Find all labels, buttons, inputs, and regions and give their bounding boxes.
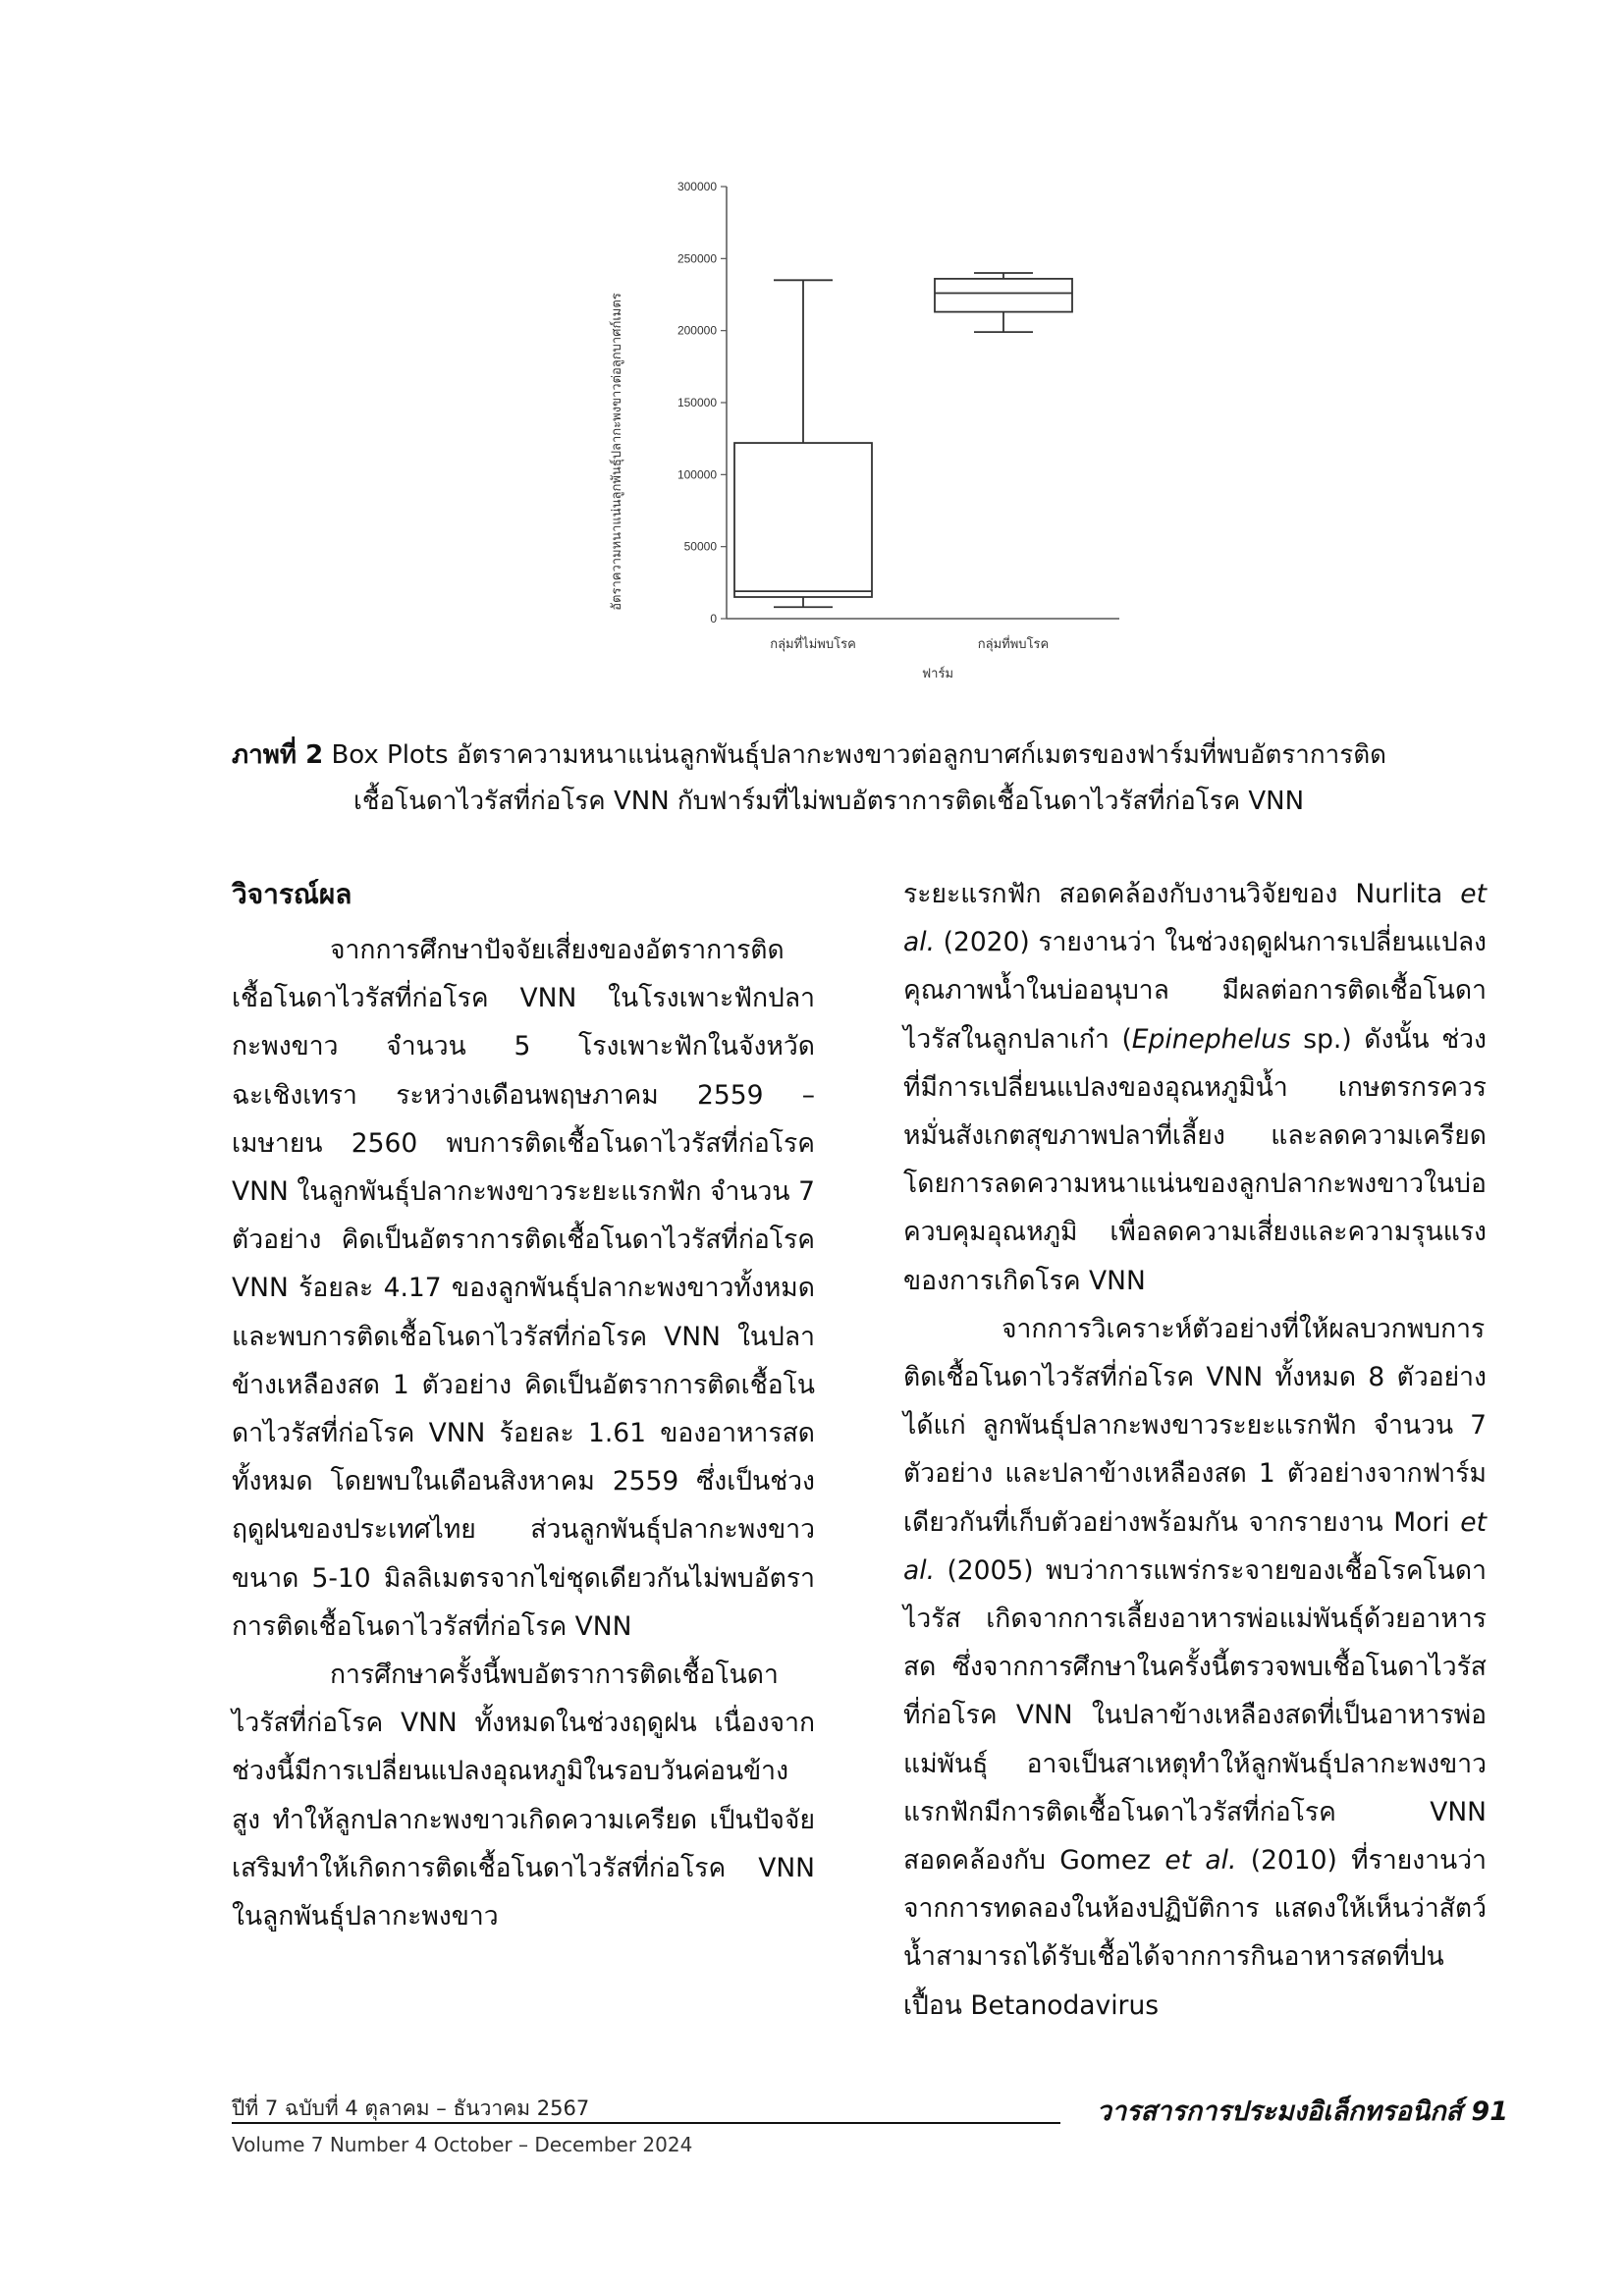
y-tick-label: 300000 xyxy=(677,180,717,193)
y-tick-label: 100000 xyxy=(677,467,717,482)
x-tick-label: กลุ่มที่ไม่พบโรค xyxy=(770,636,856,651)
caption-line-1: Box Plots อัตราความหนาแน่นลูกพันธุ์ปลากะพงขาวต่อลูกบาศก์เมตรของฟาร์มที่พบอัตราการติด xyxy=(331,740,1386,770)
left-column xyxy=(232,870,815,1940)
caption-label: ภาพที่ 2 xyxy=(232,740,324,770)
species-name: Epinephelus xyxy=(1131,1023,1291,1055)
y-tick-label: 0 xyxy=(710,612,717,626)
text-run: sp.) ดังนั้น ช่วงที่มีการเปลี่ยนแปลงของอุณหภูมิน้ำ เกษตรกรควรหมั่นสังเกตสุขภาพปลาที่เลี้ยง และลดความเครียดโดยการลดความหนาแน่นของลูกปลากะพงขาวในบ่อ ควบคุมอุณหภูมิ เพื่อลดความเสี่ยงและความรุนแรงของการเกิดโรค VNN xyxy=(903,1023,1487,1296)
caption-line-2: เชื้อโนดาไวรัสที่ก่อโรค VNN กับฟาร์มที่ไม่พบอัตราการติดเชื้อโนดาไวรัสที่ก่อโรค VNN xyxy=(353,787,1305,816)
footer-issue-english: Volume 7 Number 4 October – December 2024 xyxy=(232,2133,693,2156)
text-run: (2010) ที่รายงานว่า จากการทดลองในห้องปฏิบัติการ แสดงให้เห็นว่าสัตว์น้ำสามารถได้รับเชื้อได้จากการกินอาหารสดที่ปนเปื้อน Betanodavirus xyxy=(903,1845,1487,2021)
left-paragraph-2: การศึกษาครั้งนี้พบอัตราการติดเชื้อโนดาไวรัสที่ก่อโรค VNN ทั้งหมดในช่วงฤดูฝน เนื่องจากช่วงนี้มีการเปลี่ยนแปลงอุณหภูมิในรอบวันค่อนข้างสูง ทำให้ลูกปลากะพงขาวเกิดความเครียด เป็นปัจจัยเสริมทำให้เกิดการติดเชื้อโนดาไวรัสที่ก่อโรค VNN ในลูกพันธุ์ปลากะพงขาว xyxy=(232,1660,815,1932)
figure-caption xyxy=(232,733,1508,825)
text-run: (2020) รายงานว่า ในช่วงฤดูฝนการเปลี่ยนแปลงคุณภาพน้ำในบ่ออนุบาล มีผลต่อการติดเชื้อโนดาไวรัสในลูกปลาเก๋า ( xyxy=(903,927,1487,1055)
section-title: วิจารณ์ผล xyxy=(232,878,352,910)
text-run-italic: et al. xyxy=(903,1506,1487,1586)
x-tick-label: กลุ่มที่พบโรค xyxy=(977,636,1050,651)
right-paragraph-1 xyxy=(903,870,1487,1305)
boxes xyxy=(734,273,1072,607)
y-tick-label: 50000 xyxy=(683,539,717,554)
footer-journal-name: วารสารการประมงอิเล็กทรอนิกส์ 91 xyxy=(1060,2096,1508,2129)
text-run: (2005) พบว่าการแพร่กระจายของเชื้อโรคโนดาไวรัส เกิดจากการเลี้ยงอาหารพ่อแม่พันธุ์ด้วยอาหารสด ซึ่งจากการศึกษาในครั้งนี้ตรวจพบเชื้อโนดาไวรัสที่ก่อโรค VNN ในปลาข้างเหลืองสดที่เป็นอาหารพ่อแม่พันธุ์ อาจเป็นสาเหตุทำให้ลูกพันธุ์ปลากะพงขาวแรกฟักมีการติดเชื้อโนดาไวรัสที่ก่อโรค VNN สอดคล้องกับ Gomez xyxy=(903,1554,1487,1877)
y-tick-label: 250000 xyxy=(677,251,717,266)
y-tick-label: 200000 xyxy=(677,323,717,338)
y-ticks xyxy=(677,180,727,626)
right-paragraph-2 xyxy=(903,1305,1487,2030)
x-tick-labels xyxy=(770,635,1049,652)
box-plot-chart xyxy=(589,167,1139,697)
text-run-italic: et al. xyxy=(903,879,1487,958)
x-axis-label: ฟาร์ม xyxy=(921,666,954,680)
box-2 xyxy=(935,273,1072,332)
iqr-box xyxy=(935,279,1072,312)
iqr-box xyxy=(734,443,872,597)
text-run-italic: et al. xyxy=(1164,1845,1237,1877)
right-column xyxy=(903,870,1487,2030)
left-paragraph-1: จากการศึกษาปัจจัยเสี่ยงของอัตราการติดเชื้อโนดาไวรัสที่ก่อโรค VNN ในโรงเพาะฟักปลากะพงขาว จำนวน 5 โรงเพาะฟักในจังหวัดฉะเชิงเทรา ระหว่างเดือนพฤษภาคม 2559 – เมษายน 2560 พบการติดเชื้อโนดาไวรัสที่ก่อโรค VNN ในลูกพันธุ์ปลากะพงขาวระยะแรกฟัก จำนวน 7 ตัวอย่าง คิดเป็นอัตราการติดเชื้อโนดาไวรัสที่ก่อโรค VNN ร้อยละ 4.17 ของลูกพันธุ์ปลากะพงขาวทั้งหมด และพบการติดเชื้อโนดาไวรัสที่ก่อโรค VNN ในปลาข้างเหลืองสด 1 ตัวอย่าง คิดเป็นอัตราการติดเชื้อโนดาไวรัสที่ก่อโรค VNN ร้อยละ 1.61 ของอาหารสดทั้งหมด โดยพบในเดือนสิงหาคม 2559 ซึ่งเป็นช่วงฤดูฝนของประเทศไทย ส่วนลูกพันธุ์ปลากะพงขาวขนาด 5-10 มิลลิเมตรจากไข่ชุดเดียวกันไม่พบอัตราการติดเชื้อโนดาไวรัสที่ก่อโรค VNN xyxy=(232,935,815,1642)
box-1 xyxy=(734,280,872,607)
text-run: จากการวิเคราะห์ตัวอย่างที่ให้ผลบวกพบการติดเชื้อโนดาไวรัสที่ก่อโรค VNN ทั้งหมด 8 ตัวอย่าง ได้แก่ ลูกพันธุ์ปลากะพงขาวระยะแรกฟัก จำนวน 7 ตัวอย่าง และปลาข้างเหลืองสด 1 ตัวอย่างจากฟาร์มเดียวกันที่เก็บตัวอย่างพร้อมกัน จากรายงาน Mori xyxy=(903,1313,1487,1538)
footer-issue-thai: ปีที่ 7 ฉบับที่ 4 ตุลาคม – ธันวาคม 2567 xyxy=(232,2096,590,2120)
y-axis-label: อัตราความหนาแน่นลูกพันธุ์ปลากะพงขาวต่อลูกบาศก์เมตร xyxy=(609,293,623,611)
y-tick-label: 150000 xyxy=(677,396,717,409)
text-run: ระยะแรกฟัก สอดคล้องกับงานวิจัยของ Nurlita xyxy=(903,879,1461,909)
